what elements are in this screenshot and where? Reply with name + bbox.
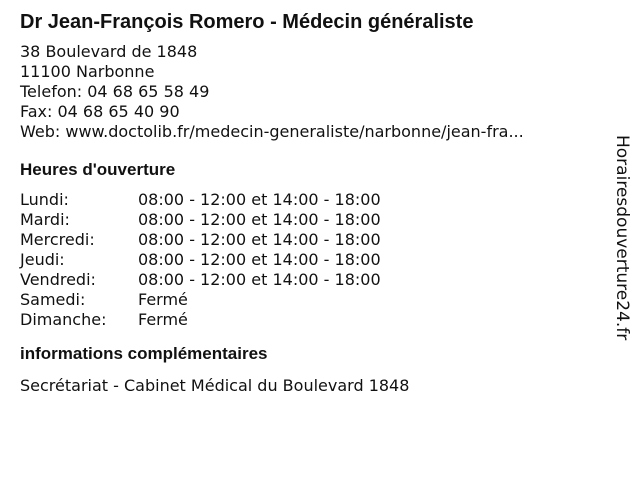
day-label: Dimanche: bbox=[20, 310, 107, 329]
time-range: 08:00 - 12:00 et 14:00 - 18:00 bbox=[138, 210, 381, 229]
day-label: Mercredi: bbox=[20, 230, 95, 249]
hours-row-lundi bbox=[20, 190, 600, 210]
page-title: Dr Jean-François Romero - Médecin généraliste bbox=[20, 11, 474, 33]
opening-hours-heading: Heures d'ouverture bbox=[20, 160, 176, 179]
hours-row-mercredi bbox=[20, 230, 600, 250]
hours-row-dimanche bbox=[20, 310, 600, 330]
hours-row-samedi bbox=[20, 290, 600, 310]
day-label: Samedi: bbox=[20, 290, 86, 309]
time-range: Fermé bbox=[138, 290, 188, 309]
day-label: Vendredi: bbox=[20, 270, 96, 289]
business-card bbox=[20, 10, 600, 396]
day-label: Lundi: bbox=[20, 190, 69, 209]
hours-row-vendredi bbox=[20, 270, 600, 290]
time-range: 08:00 - 12:00 et 14:00 - 18:00 bbox=[138, 190, 381, 209]
address-block bbox=[20, 42, 600, 142]
time-range: 08:00 - 12:00 et 14:00 - 18:00 bbox=[138, 270, 381, 289]
day-label: Mardi: bbox=[20, 210, 70, 229]
phone-line: Telefon: 04 68 65 58 49 bbox=[20, 82, 210, 101]
city-line: 11100 Narbonne bbox=[20, 62, 155, 81]
street-address: 38 Boulevard de 1848 bbox=[20, 42, 198, 61]
time-range: 08:00 - 12:00 et 14:00 - 18:00 bbox=[138, 250, 381, 269]
time-range: Fermé bbox=[138, 310, 188, 329]
hours-row-jeudi bbox=[20, 250, 600, 270]
time-range: 08:00 - 12:00 et 14:00 - 18:00 bbox=[138, 230, 381, 249]
web-link[interactable]: Web: www.doctolib.fr/medecin-generaliste/narbonne/jean-fra... bbox=[20, 122, 524, 141]
hours-row-mardi bbox=[20, 210, 600, 230]
extra-info-text: Secrétariat - Cabinet Médical du Boulevard 1848 bbox=[20, 376, 410, 395]
fax-line: Fax: 04 68 65 40 90 bbox=[20, 102, 180, 121]
extra-info-heading: informations complémentaires bbox=[20, 344, 268, 363]
site-watermark: Horairesdouverture24.fr bbox=[612, 135, 632, 341]
day-label: Jeudi: bbox=[20, 250, 65, 269]
opening-hours-table bbox=[20, 190, 600, 330]
